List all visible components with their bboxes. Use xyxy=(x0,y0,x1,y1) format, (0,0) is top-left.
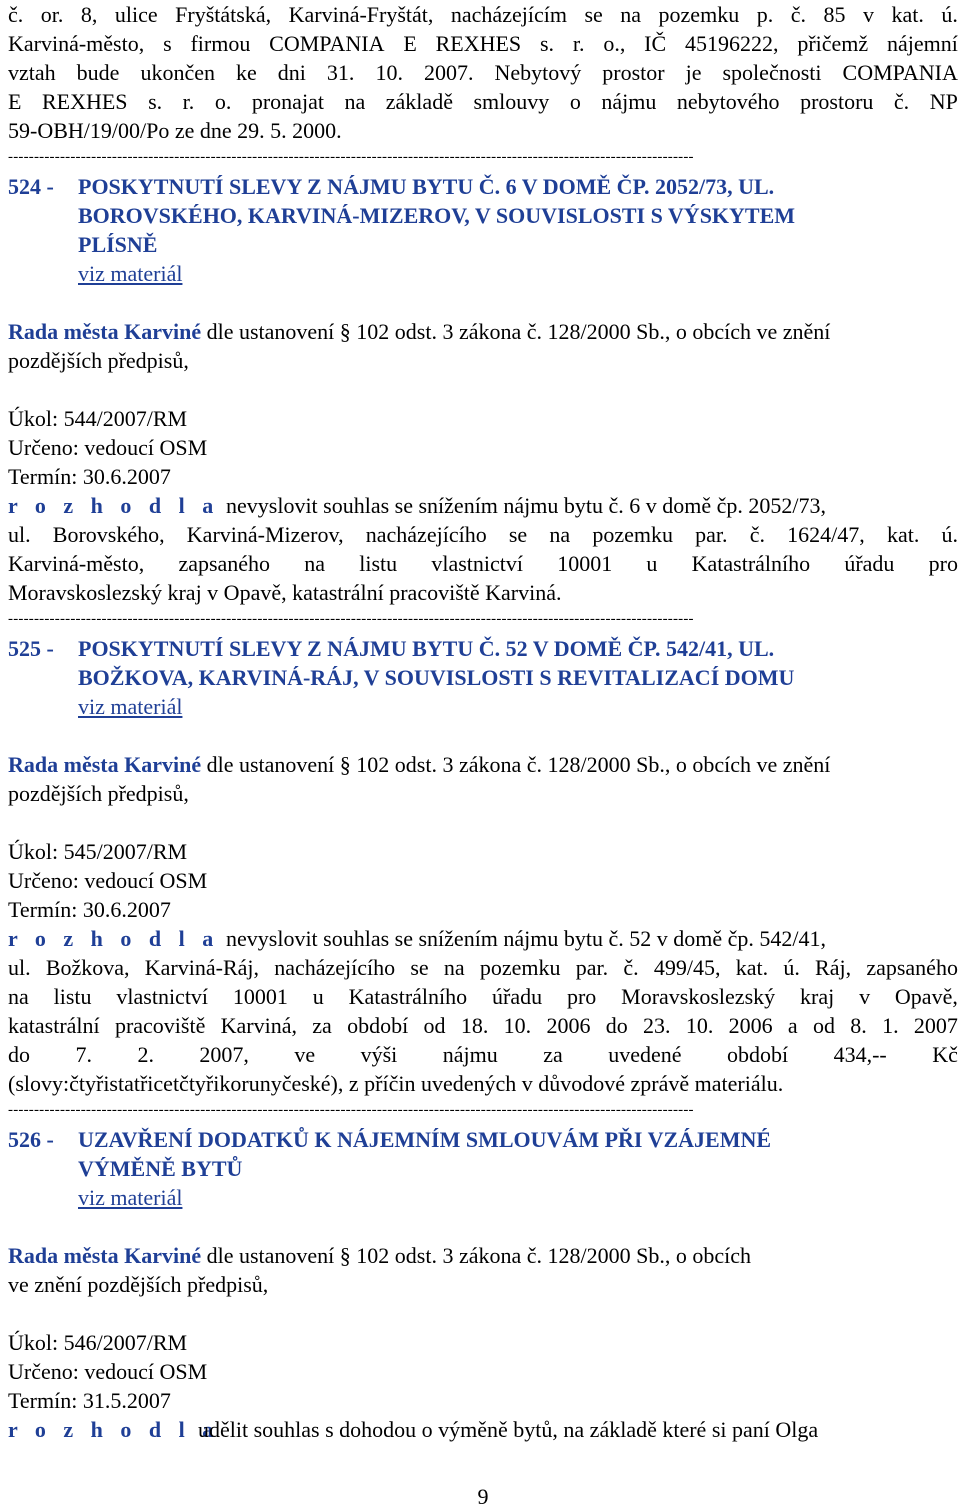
word: na xyxy=(549,522,571,547)
word: nájemní xyxy=(887,31,958,56)
word: 85 xyxy=(823,2,846,27)
word: u xyxy=(312,984,324,1009)
intro-line xyxy=(8,87,958,116)
word: období xyxy=(727,1042,789,1067)
word: Fryštátská, xyxy=(175,2,272,27)
word: pro xyxy=(566,984,597,1009)
word: období xyxy=(347,1013,409,1038)
word: 10. xyxy=(375,60,403,85)
decision-line xyxy=(8,1040,958,1069)
word: se xyxy=(584,2,603,27)
word: č. xyxy=(623,955,639,980)
word: na xyxy=(8,984,29,1009)
word: nacházejícím xyxy=(450,2,567,27)
item-title: BOŽKOVA, KARVINÁ-RÁJ, V SOUVISLOSTI S REVITALIZACÍ DOMU xyxy=(78,665,795,690)
word: na xyxy=(443,955,465,980)
task-number: Úkol: 545/2007/RM xyxy=(8,839,188,864)
decision-line xyxy=(8,1011,958,1040)
word: výši xyxy=(360,1042,398,1067)
item-number: 524 - xyxy=(8,174,54,199)
decision-word: r o z h o d l a xyxy=(8,493,220,518)
item-title: UZAVŘENÍ DODATKŮ K NÁJEMNÍM SMLOUVÁM PŘI VZÁJEMNÉ xyxy=(78,1127,772,1152)
word: ke xyxy=(236,60,257,85)
word: 434,-- xyxy=(833,1042,887,1067)
item-number: 526 - xyxy=(8,1127,54,1152)
decision-line: r o z h o d l a nevyslovit souhlas se snížením nájmu bytu č. 6 v domě čp. 2052/73, xyxy=(8,493,827,518)
word: nacházejícího xyxy=(274,955,396,980)
decision-line xyxy=(8,982,958,1011)
deadline: Termín: 30.6.2007 xyxy=(8,464,171,489)
word: se xyxy=(508,522,528,547)
word: od xyxy=(423,1013,446,1038)
word: nacházejícího xyxy=(365,522,487,547)
word: kat. xyxy=(891,2,924,27)
word: firmou xyxy=(190,31,251,56)
word: E xyxy=(8,89,22,114)
word: ú. xyxy=(941,2,958,27)
word: č. xyxy=(893,89,910,114)
word: r. xyxy=(572,31,585,56)
word: 8, xyxy=(80,2,98,27)
item-title: PLÍSNĚ xyxy=(78,232,158,257)
word: r. xyxy=(182,89,195,114)
word: vlastnictví xyxy=(116,984,209,1009)
assigned-to: Určeno: vedoucí OSM xyxy=(8,435,208,460)
word: zapsaného xyxy=(178,551,271,576)
item-title: POSKYTNUTÍ SLEVY Z NÁJMU BYTU Č. 6 V DOMĚ ČP. 2052/73, UL. xyxy=(78,174,775,199)
word: na xyxy=(620,2,642,27)
deadline: Termín: 30.6.2007 xyxy=(8,897,171,922)
word: je xyxy=(685,60,702,85)
word: 2007. xyxy=(423,60,474,85)
word: ul. xyxy=(8,522,31,547)
word: společnosti xyxy=(722,60,822,85)
word: 10. xyxy=(685,1013,714,1038)
word: 499/45, xyxy=(653,955,721,980)
word: COMPANIA xyxy=(269,31,385,56)
word: úřadu xyxy=(492,984,543,1009)
intro-line xyxy=(8,29,958,58)
word: pozemku xyxy=(479,955,561,980)
word: pozemku xyxy=(592,522,673,547)
word: v xyxy=(862,2,874,27)
word: REXHES xyxy=(435,31,522,56)
word: par. xyxy=(575,955,609,980)
word: kat. xyxy=(735,955,769,980)
word: Karviná-město, xyxy=(8,551,145,576)
task-number: Úkol: 546/2007/RM xyxy=(8,1330,188,1355)
word: kraj xyxy=(800,984,835,1009)
word: or. xyxy=(40,2,64,27)
separator-line: ------------------------------------------------------------------------------------------------------------------------------------ xyxy=(8,149,694,165)
item-heading xyxy=(8,172,958,201)
word: od xyxy=(812,1013,835,1038)
word: COMPANIA xyxy=(842,60,958,85)
intro-line xyxy=(8,0,958,29)
word: ulice xyxy=(114,2,158,27)
word: ú. xyxy=(941,522,958,547)
deadline: Termín: 31.5.2007 xyxy=(8,1388,171,1413)
word: nebytového xyxy=(676,89,780,114)
page-number: 9 xyxy=(477,1484,489,1509)
decision-line: r o z h o d l a nevyslovit souhlas se snížením nájmu bytu č. 52 v domě čp. 542/41, xyxy=(8,926,827,951)
word: za xyxy=(543,1042,563,1067)
word: vlastnictví xyxy=(431,551,523,576)
word: dni xyxy=(277,60,306,85)
council-name: Rada města Karviné xyxy=(8,319,202,344)
council-name: Rada města Karviné xyxy=(8,752,202,777)
word: pracoviště xyxy=(114,1013,206,1038)
decision-line xyxy=(8,520,958,549)
word: na xyxy=(344,89,366,114)
word: 10. xyxy=(503,1013,532,1038)
word: 2007 xyxy=(913,1013,958,1038)
word: Moravskoslezský xyxy=(621,984,776,1009)
word: pozemku xyxy=(658,2,740,27)
word: v xyxy=(859,984,871,1009)
word: č. xyxy=(8,2,24,27)
word: o., xyxy=(603,31,626,56)
decision-line: r o z h o d l audělit souhlas s dohodou o výměně bytů, na základě které si paní Olga xyxy=(8,1417,819,1442)
word: ú. xyxy=(783,955,800,980)
word: Katastrálního xyxy=(348,984,468,1009)
item-number: 525 - xyxy=(8,636,54,661)
word: pro xyxy=(928,551,958,576)
word: katastrální xyxy=(8,1013,100,1038)
document-page xyxy=(8,0,958,1510)
word: s xyxy=(163,31,172,56)
word: Karviná-Mizerov, xyxy=(186,522,344,547)
word: na xyxy=(304,551,326,576)
word: p. xyxy=(756,2,774,27)
assigned-to: Určeno: vedoucí OSM xyxy=(8,1359,208,1384)
word: IČ xyxy=(644,31,667,56)
word: listu xyxy=(359,551,398,576)
word: za xyxy=(312,1013,332,1038)
word: Božkova, xyxy=(45,955,130,980)
word: 31. xyxy=(326,60,355,85)
viz-material-link[interactable]: viz materiál xyxy=(78,694,183,719)
word: ve xyxy=(294,1042,316,1067)
council-preamble: Rada města Karviné dle ustanovení § 102 odst. 3 zákona č. 128/2000 Sb., o obcích xyxy=(8,1243,752,1268)
word: Karviná-město, xyxy=(8,31,145,56)
task-number: Úkol: 544/2007/RM xyxy=(8,406,188,431)
word: REXHES xyxy=(41,89,128,114)
council-name: Rada města Karviné xyxy=(8,1243,202,1268)
council-preamble-cont: ve znění pozdějších předpisů, xyxy=(8,1272,269,1297)
word: č. xyxy=(749,522,765,547)
word: smlouvy xyxy=(473,89,550,114)
word: o. xyxy=(214,89,232,114)
decision-word: r o z h o d l a xyxy=(8,926,220,951)
decision-line xyxy=(8,953,958,982)
council-preamble-cont: pozdějších předpisů, xyxy=(8,781,189,806)
word: 1. xyxy=(882,1013,899,1038)
word: do xyxy=(8,1042,30,1067)
word: Nebytový xyxy=(494,60,582,85)
word: Karviná, xyxy=(220,1013,297,1038)
word: do xyxy=(605,1013,628,1038)
word: pronajat xyxy=(251,89,324,114)
word: přičemž xyxy=(797,31,869,56)
word: bude xyxy=(76,60,120,85)
word: prostor xyxy=(602,60,665,85)
intro-line xyxy=(8,58,958,87)
word: 10001 xyxy=(232,984,288,1009)
word: 10001 xyxy=(557,551,613,576)
word: úřadu xyxy=(844,551,895,576)
word: ul. xyxy=(8,955,31,980)
word: nájmu xyxy=(601,89,657,114)
word: a xyxy=(787,1013,798,1038)
word: ukončen xyxy=(140,60,215,85)
word: E xyxy=(403,31,417,56)
word: základě xyxy=(385,89,453,114)
item-heading xyxy=(8,1125,958,1154)
word: uvedené xyxy=(608,1042,682,1067)
word: par. xyxy=(695,522,728,547)
word: Ráj, xyxy=(815,955,852,980)
word: 18. xyxy=(460,1013,489,1038)
item-title: BOROVSKÉHO, KARVINÁ-MIZEROV, V SOUVISLOSTI S VÝSKYTEM xyxy=(78,203,796,228)
council-preamble: Rada města Karviné dle ustanovení § 102 odst. 3 zákona č. 128/2000 Sb., o obcích ve znění xyxy=(8,752,831,777)
word: s. xyxy=(148,89,163,114)
word: 45196222, xyxy=(685,31,779,56)
word: 2006 xyxy=(546,1013,591,1038)
word: o xyxy=(569,89,581,114)
intro-line: 59-OBH/19/00/Po ze dne 29. 5. 2000. xyxy=(8,118,342,143)
word: Karviná-Fryštát, xyxy=(288,2,434,27)
word: 2006 xyxy=(728,1013,773,1038)
word: 1624/47, xyxy=(787,522,865,547)
item-title: POSKYTNUTÍ SLEVY Z NÁJMU BYTU Č. 52 V DOMĚ ČP. 542/41, UL. xyxy=(78,636,775,661)
decision-word: r o z h o d l a xyxy=(8,1417,220,1442)
word: 2. xyxy=(137,1042,154,1067)
viz-material-link[interactable]: viz materiál xyxy=(78,1185,183,1210)
word: Katastrálního xyxy=(691,551,811,576)
word: Kč xyxy=(932,1042,958,1067)
decision-line: (slovy:čtyřistatřicetčtyřikorunyčeské), z příčin uvedených v důvodové zprávě materiálu. xyxy=(8,1071,784,1096)
word: u xyxy=(646,551,658,576)
decision-line: Moravskoslezský kraj v Opavě, katastrální pracoviště Karviná. xyxy=(8,580,562,605)
word: NP xyxy=(929,89,958,114)
word: Opavě, xyxy=(894,984,958,1009)
word: listu xyxy=(53,984,92,1009)
decision-line xyxy=(8,549,958,578)
word: prostoru xyxy=(800,89,874,114)
word: č. xyxy=(790,2,806,27)
word: nájmu xyxy=(442,1042,498,1067)
separator-line: ------------------------------------------------------------------------------------------------------------------------------------ xyxy=(8,1102,694,1118)
assigned-to: Určeno: vedoucí OSM xyxy=(8,868,208,893)
council-preamble: Rada města Karviné dle ustanovení § 102 odst. 3 zákona č. 128/2000 Sb., o obcích ve znění xyxy=(8,319,831,344)
word: 23. xyxy=(643,1013,671,1038)
word: 7. xyxy=(75,1042,92,1067)
word: Borovského, xyxy=(52,522,165,547)
word: Karviná-Ráj, xyxy=(144,955,259,980)
council-preamble-cont: pozdějších předpisů, xyxy=(8,348,189,373)
word: kat. xyxy=(886,522,920,547)
word: vztah xyxy=(8,60,56,85)
viz-material-link[interactable]: viz materiál xyxy=(78,261,183,286)
word: 8. xyxy=(850,1013,867,1038)
separator-line: ------------------------------------------------------------------------------------------------------------------------------------ xyxy=(8,611,694,627)
word: s. xyxy=(540,31,555,56)
item-heading xyxy=(8,634,958,663)
word: zapsaného xyxy=(866,955,958,980)
word: 2007, xyxy=(199,1042,249,1067)
word: se xyxy=(410,955,429,980)
item-title: VÝMĚNĚ BYTŮ xyxy=(78,1156,243,1181)
